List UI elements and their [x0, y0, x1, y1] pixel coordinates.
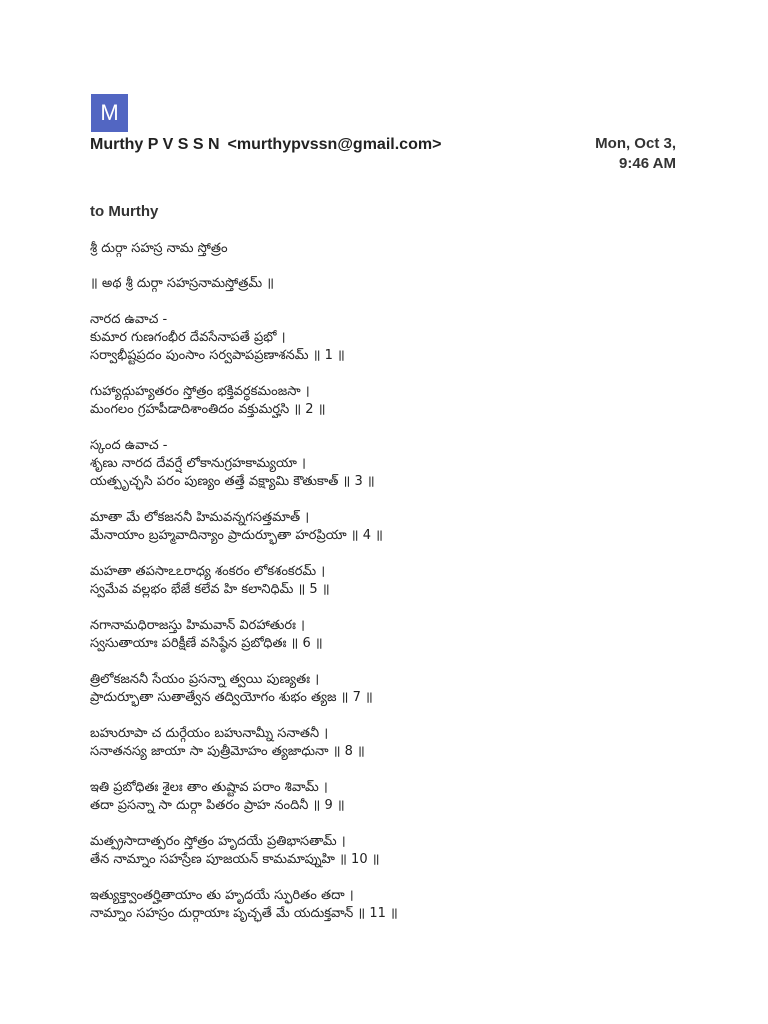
verse-line: మహతా తపసాఽఽరాధ్య శంకరం లోకశంకరమ్ ।	[90, 564, 326, 579]
message-date-time: 9:46 AM	[619, 155, 676, 172]
message-title-block	[90, 240, 690, 258]
verse-paragraph	[90, 725, 690, 761]
verse-line: గుహ్యాద్గుహ్యతరం స్తోత్రం భక్తివర్ధకమంజసా ।	[90, 384, 310, 399]
verse-line: కుమార గుణగంభీర దేవసేనాపతే ప్రభో ।	[90, 330, 286, 345]
verse-line: మంగలం గ్రహపీడాదిశాంతిదం వక్తుమర్హసి ॥ 2 ॥	[90, 402, 326, 417]
verse-line: శృణు నారద దేవర్షే లోకానుగ్రహకామ్యయా ।	[90, 456, 306, 471]
verse-paragraph	[90, 887, 690, 923]
verse-line: ప్రాదుర్భూతా సుతాత్వేన తద్వియోగం శుభం త్యజ ॥ 7 ॥	[90, 690, 373, 705]
verse-line: స్వసుతాయాః పరిక్షీణే వసిష్ఠేన ప్రబోధితః ॥ 6 ॥	[90, 636, 323, 651]
verse-paragraph	[90, 509, 690, 545]
verse-line: నగానామధిరాజస్తు హిమవాన్ విరహాతురః ।	[90, 618, 305, 633]
verse-line: బహురూపా చ దుర్గేయం బహునామ్నీ సనాతనీ ।	[90, 726, 329, 741]
verse-paragraph	[90, 275, 690, 293]
message-paragraphs	[90, 275, 690, 923]
verse-line: ఇత్యుక్త్వాంతర్హితాయాం తు హృదయే స్ఫురితం తదా ।	[90, 888, 354, 903]
verse-paragraph	[90, 617, 690, 653]
verse-line: స్వమేవ వల్లభం భేజే కలేవ హి కలానిధిమ్ ॥ 5 ॥	[90, 582, 330, 597]
verse-line: త్రిలోకజననీ సేయం ప్రసన్నా త్వయి పుణ్యతః ।	[90, 672, 320, 687]
verse-line: తేన నామ్నాం సహస్రేణ పూజయన్ కామమాప్నుహి ॥ 10 ॥	[90, 852, 380, 867]
verse-line: సనాతనస్య జాయా సా పుత్రీమోహం త్యజాధునా ॥ 8 ॥	[90, 744, 365, 759]
verse-line: యత్పృచ్ఛసి పరం పుణ్యం తత్తే వక్ష్యామి కౌతుకాత్ ॥ 3 ॥	[90, 474, 375, 489]
verse-line: నారద ఉవాచ -	[90, 312, 168, 327]
sender-name: Murthy P V S S N	[90, 136, 220, 153]
verse-paragraph	[90, 779, 690, 815]
verse-line: స్కంద ఉవాచ -	[90, 438, 168, 453]
verse-line: మత్ప్రసాదాత్పరం స్తోత్రం హృదయే ప్రతిభాసతామ్ ।	[90, 834, 346, 849]
verse-line: మేనాయాం బ్రహ్మవాదిన్యాం ప్రాదుర్భూతా హరప్రియా ॥ 4 ॥	[90, 528, 383, 543]
verse-paragraph	[90, 563, 690, 599]
message-title: శ్రీ దుర్గా సహస్ర నామ స్తోత్రం	[90, 241, 228, 256]
verse-paragraph	[90, 437, 690, 491]
message-date-day: Mon, Oct 3,	[595, 135, 676, 152]
verse-paragraph	[90, 671, 690, 707]
sender-avatar: M	[91, 94, 128, 132]
verse-paragraph	[90, 833, 690, 869]
verse-paragraph	[90, 383, 690, 419]
recipient-line: to Murthy	[90, 203, 159, 220]
verse-paragraph	[90, 311, 690, 365]
sender-email[interactable]: <murthypvssn@gmail.com>	[227, 136, 442, 153]
message-body	[90, 240, 690, 941]
verse-line: సర్వాభీష్టప్రదం పుంసాం సర్వపాపప్రణాశనమ్ ॥ 1 ॥	[90, 348, 345, 363]
verse-line: ఇతి ప్రబోధితః శైలః తాం తుష్టావ పరాం శివామ్ ।	[90, 780, 328, 795]
verse-line: తదా ప్రసన్నా సా దుర్గా పితరం ప్రాహ నందినీ ॥ 9 ॥	[90, 798, 345, 813]
sender-line	[90, 135, 441, 155]
message-date	[536, 134, 676, 174]
verse-line: మాతా మే లోకజననీ హిమవన్నగసత్తమాత్ ।	[90, 510, 310, 525]
verse-line: నామ్నాం సహస్రం దుర్గాయాః పృచ్ఛతే మే యదుక్తవాన్ ॥ 11 ॥	[90, 906, 398, 921]
verse-line: ॥ అథ శ్రీ దుర్గా సహస్రనామస్తోత్రమ్ ॥	[90, 276, 275, 291]
